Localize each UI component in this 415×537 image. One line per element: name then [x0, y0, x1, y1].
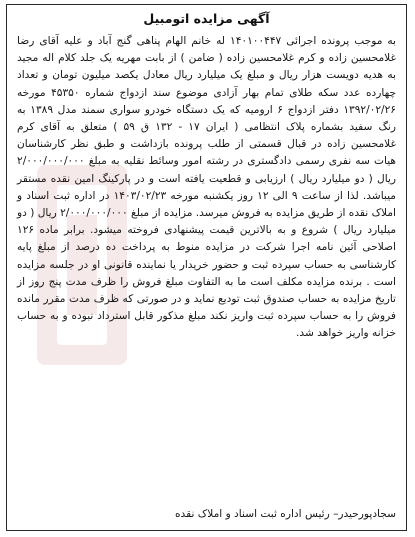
notice-body: به موجب پرونده اجرائی ۱۴۰۱۰۰۴۴۷ له خانم الهام پناهی گنج آباد و علیه آقای رضا غلامحسین زاده و کرم غلامحسین زاده ( ضامن ) از بابت مهریه یک جلد کلام اله مجید به هدیه دویست هزار ریال و مبلغ یک میلیارد ریال معادل یکصد میلیون تومان و تعداد چهارده عدد سکه طلای تمام بهار آزادی موضوع سند ازدواج شماره ۴۵۳۵۰ مورخه ۱۳۹۲/۰۲/۲۶ دفتر ازدواج ۶ ارومیه که یک دستگاه خودرو سواری سمند مدل ۱۳۸۹ به رنگ سفید بشماره پلاک انتظامی ( ایران ۱۷ - ۱۳۲ ق ۵۹ ) متعلق به آقای کرم غلامحسین زاده در قبال قسمتی از طلب پرونده بازداشت و طبق نظر کارشناسان هیات سه نفری رسمی دادگستری در رشته امور وسائط نقلیه به مبلغ ۲/۰۰۰/۰۰۰/۰۰۰ ریال ( دو میلیارد ریال ) ارزیابی و قطعیت یافته است و در پارکینگ امین نقده مستقر میباشد. لذا از ساعت ۹ الی ۱۲ روز یکشنبه مورخه ۱۴۰۳/۰۲/۲۳ در اداره ثبت اسناد و املاک نقده از طریق مزایده به فروش میرسد. مزایده از مبلغ ۲/۰۰۰/۰۰۰/۰۰۰ ریال ( دو میلیارد ریال ) شروع و به بالاترین قیمت پیشنهادی فروخته میشود. برابر ماده ۱۲۶ اصلاحی آئین نامه اجرا شرکت در مزایده منوط به پرداخت ده درصد از مبلغ پایه کارشناسی به حساب سپرده ثبت و حضور خریدار یا نماینده قانونی او در جلسه مزایده است . برنده مزایده مکلف است ما به التفاوت مبلغ فروش را ظرف مدت پنج روز از تاریخ مزایده به حساب صندوق ثبت تودیع نماید و در صورتی که ظرف مدت مقرر مانده فروش را به حساب سپرده ثبت واریز نکند مبلغ مذکور قابل استرداد نبوده و به حساب خزانه واریز خواهد شد. [17, 35, 397, 340]
notice-signature: سجادپورحیدر– رئیس اداره ثبت اسناد و املاک نقده [175, 508, 396, 520]
notice-frame [6, 4, 407, 531]
notice-title: آگهی مزایده اتومبیل [143, 11, 270, 26]
